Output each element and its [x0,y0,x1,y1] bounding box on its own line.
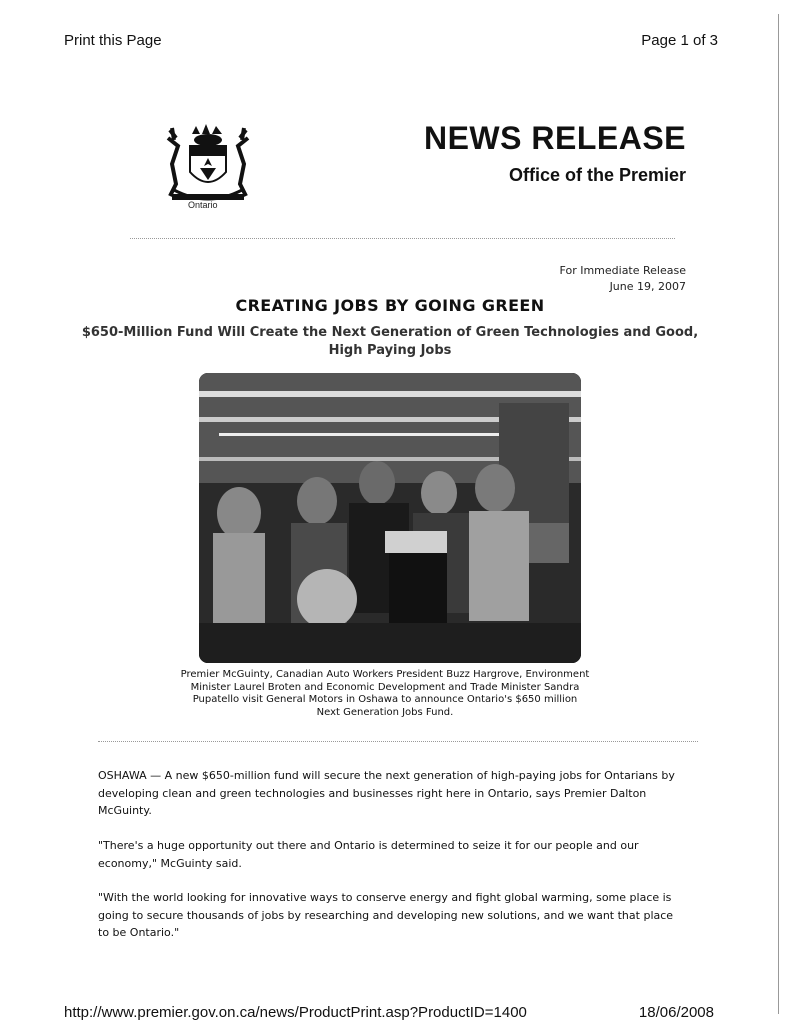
page-indicator: Page 1 of 3 [641,32,718,49]
divider [130,238,675,239]
footer-date: 18/06/2008 [638,1004,714,1021]
divider [98,741,698,742]
footer-url[interactable]: http://www.premier.gov.on.ca/news/ProductPrint.asp?ProductID=1400 [64,1004,527,1021]
headline: CREATING JOBS BY GOING GREEN [235,296,545,315]
ontario-label: Ontario [188,200,218,210]
body-paragraph: "With the world looking for innovative ways to conserve energy and fight global warming, some place is going to secure thousands of jobs by researching and developing new solutions, and we want that place to be Ontario." [98,891,674,940]
body-paragraph: "There's a huge opportunity out there and Ontario is determined to seize it for our people and our economy," McGuinty said. [98,839,639,870]
page-edge-rule [778,14,779,1014]
release-date: June 19, 2007 [609,280,686,293]
news-release-title: NEWS RELEASE [423,120,686,156]
print-page-link[interactable]: Print this Page [64,32,162,49]
release-type: For Immediate Release [559,264,686,277]
event-photo [199,373,581,663]
subheadline: $650-Million Fund Will Create the Next Generation of Green Technologies and Good, High Paying Jobs [81,325,699,358]
office-title: Office of the Premier [508,165,686,185]
body-paragraph: OSHAWA — A new $650-million fund will secure the next generation of high-paying jobs for Ontarians by developing clean and green technologies and businesses right here in Ontario, says Premier Dalton McGuinty. [98,769,675,818]
photo-caption: Premier McGuinty, Canadian Auto Workers President Buzz Hargrove, Environment Minister Laurel Broten and Economic Development and Trade Minister Sandra Pupatello visit General Motors in Oshawa to announce Ontario's $650 million Next Generation Jobs Fund. [180,669,590,718]
release-info [560,263,686,295]
